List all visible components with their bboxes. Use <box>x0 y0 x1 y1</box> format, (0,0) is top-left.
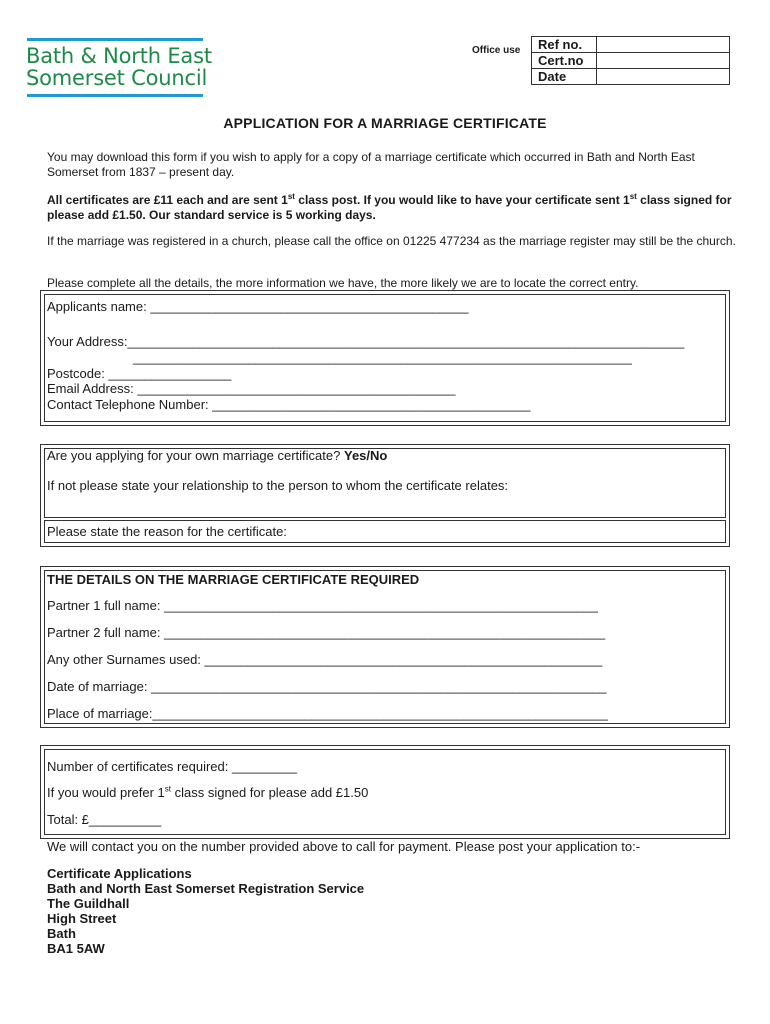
postcode-field[interactable]: Postcode: _________________ <box>47 366 232 381</box>
page-title: APPLICATION FOR A MARRIAGE CERTIFICATE <box>223 115 547 131</box>
office-use-label: Office use <box>472 45 521 56</box>
reason-field[interactable]: Please state the reason for the certificate: <box>47 524 287 539</box>
intro-paragraph-2: All certificates are £11 each and are sent 1st class post. If you would like to have your certificate sent 1st class signed for please add £1.50. Our standard service is 5 working days. <box>47 192 732 222</box>
postal-address-line-5: Bath <box>47 926 76 941</box>
logo-top-bar <box>27 38 203 41</box>
applicant-name-field[interactable]: Applicants name: ____________________________________________ <box>47 299 469 314</box>
cert-no-label: Cert.no <box>532 53 597 69</box>
date-field[interactable] <box>597 69 730 85</box>
intro-paragraph-3: If the marriage was registered in a church, please call the office on 01225 477234 as the marriage register may still be the church. <box>47 234 736 248</box>
own-certificate-question: Are you applying for your own marriage certificate? Yes/No <box>47 448 388 463</box>
place-of-marriage-field[interactable]: Place of marriage:_______________________________________________________________ <box>47 706 608 721</box>
partner-2-field[interactable]: Partner 2 full name: _____________________________________________________________ <box>47 625 606 640</box>
postal-address-line-6: BA1 5AW <box>47 941 105 956</box>
total-field[interactable]: Total: £__________ <box>47 812 162 827</box>
details-heading: THE DETAILS ON THE MARRIAGE CERTIFICATE REQUIRED <box>47 572 420 587</box>
address-field-line-1[interactable]: Your Address:_____________________________________________________________________________ <box>47 334 685 349</box>
date-of-marriage-field[interactable]: Date of marriage: _______________________________________________________________ <box>47 679 607 694</box>
office-use-table <box>531 36 730 85</box>
other-surnames-field[interactable]: Any other Surnames used: _______________________________________________________ <box>47 652 603 667</box>
logo-line-2: Somerset Council <box>26 66 208 90</box>
cert-no-field[interactable] <box>597 53 730 69</box>
date-label: Date <box>532 69 597 85</box>
office-row-ref <box>532 37 730 53</box>
number-of-certificates-field[interactable]: Number of certificates required: _________ <box>47 759 298 774</box>
contact-note: We will contact you on the number provided above to call for payment. Please post your application to:- <box>47 839 641 854</box>
marriage-details-box <box>40 566 730 728</box>
logo-bottom-bar <box>27 94 203 97</box>
postal-address-line-3: The Guildhall <box>47 896 130 911</box>
relationship-field[interactable]: If not please state your relationship to the person to whom the certificate relates: <box>47 478 509 493</box>
intro-paragraph-1: You may download this form if you wish to apply for a copy of a marriage certificate which occurred in Bath and North East Somerset from 1837 – present day. <box>47 150 695 179</box>
email-field[interactable]: Email Address: ____________________________________________ <box>47 381 456 396</box>
postal-address-line-1: Certificate Applications <box>47 866 192 881</box>
phone-field[interactable]: Contact Telephone Number: ____________________________________________ <box>47 397 531 412</box>
intro-paragraph-4: Please complete all the details, the more information we have, the more likely we are to locate the correct entry. <box>47 276 639 290</box>
signed-for-note: If you would prefer 1st class signed for please add £1.50 <box>47 784 369 800</box>
postal-address-line-2: Bath and North East Somerset Registration Service <box>47 881 365 896</box>
ref-no-label: Ref no. <box>532 37 597 53</box>
logo-line-1: Bath & North East <box>26 44 212 68</box>
postal-address-line-4: High Street <box>47 911 117 926</box>
office-row-date <box>532 69 730 85</box>
ref-no-field[interactable] <box>597 37 730 53</box>
office-row-cert <box>532 53 730 69</box>
yes-no-option[interactable]: Yes/No <box>343 448 388 463</box>
address-field-line-2[interactable]: _____________________________________________________________________ <box>133 350 632 365</box>
partner-1-field[interactable]: Partner 1 full name: ____________________________________________________________ <box>47 598 598 613</box>
